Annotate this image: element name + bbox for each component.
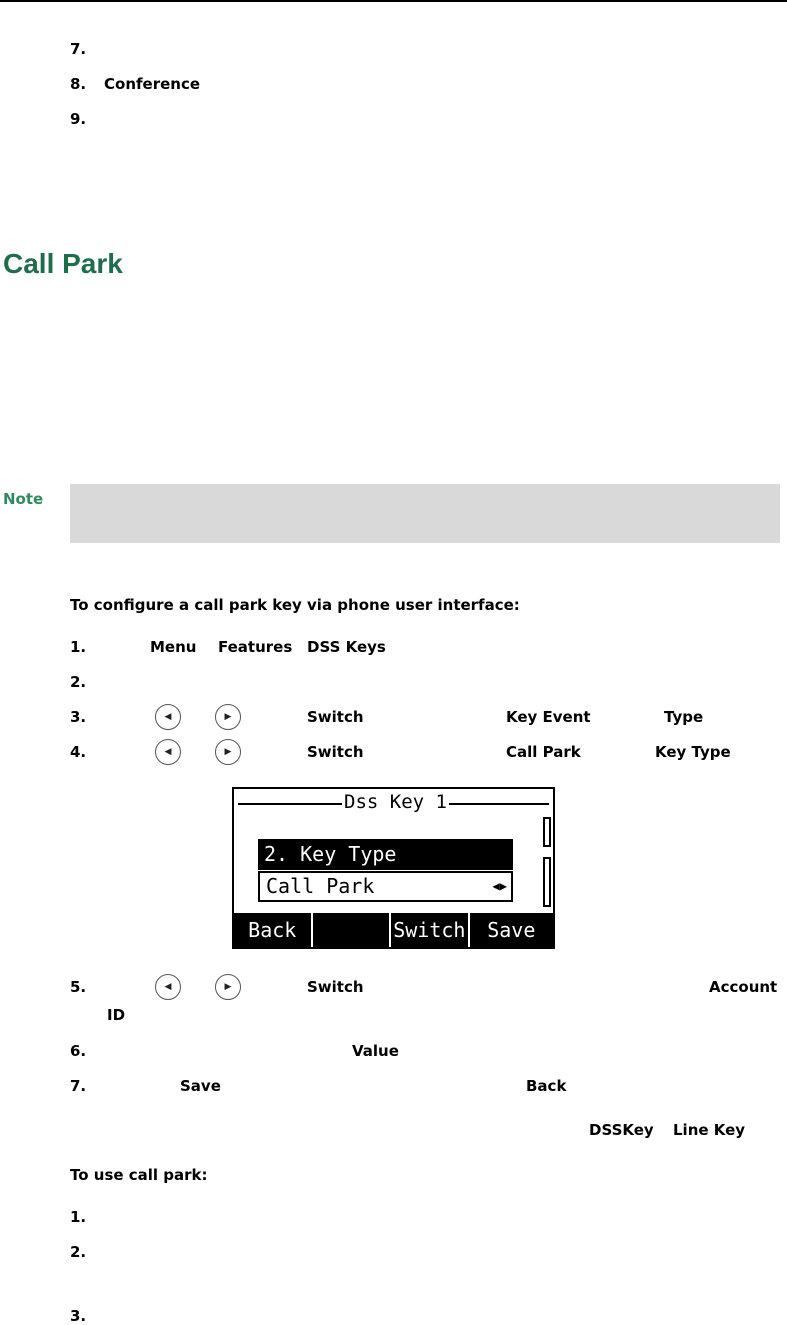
- scrollbar-thumb: [543, 817, 551, 847]
- step-number: 3.: [70, 708, 87, 726]
- lcd-softkey-bar: [234, 913, 553, 947]
- switch-label: Switch: [307, 708, 364, 726]
- nav-right-icon: ▶: [215, 974, 241, 1000]
- softkey-switch: Switch: [389, 913, 468, 947]
- step-number: 1.: [70, 638, 87, 656]
- list-number: 9.: [70, 110, 87, 128]
- softkey-back: Back: [248, 918, 297, 942]
- back-label: Back: [526, 1077, 567, 1095]
- softkey-save: Save: [468, 913, 553, 947]
- key-type-label: Key Type: [655, 743, 731, 761]
- list-number: 8.: [70, 75, 87, 93]
- line-key-label: Line Key: [673, 1121, 746, 1139]
- scrollbar-track: [543, 857, 551, 907]
- step-number: 4.: [70, 743, 87, 761]
- use-heading: To use call park:: [70, 1166, 208, 1184]
- phone-lcd-screen: [232, 787, 555, 949]
- nav-left-icon: ◀: [155, 974, 181, 1000]
- lcd-value-field: [258, 871, 513, 902]
- step-number: 7.: [70, 1077, 87, 1095]
- step-number: 2.: [70, 673, 87, 691]
- menu-label: Menu: [150, 638, 197, 656]
- softkey-empty: [311, 913, 390, 947]
- lcd-value-text: Call Park: [266, 874, 375, 898]
- list-item-conference: Conference: [104, 75, 201, 93]
- key-event-label: Key Event: [506, 708, 591, 726]
- lcd-scrollbar: [543, 817, 551, 907]
- nav-right-icon: ▶: [215, 739, 241, 765]
- note-label: Note: [3, 490, 44, 508]
- lcd-title: Dss Key 1: [344, 791, 447, 813]
- left-right-arrows-icon: ◀▶: [492, 879, 507, 893]
- step-number: 5.: [70, 978, 87, 996]
- lcd-selected-item: 2. Key Type: [258, 839, 513, 870]
- list-number: 7.: [70, 40, 87, 58]
- step-number: 2.: [70, 1243, 87, 1261]
- value-label: Value: [352, 1042, 399, 1060]
- switch-label: Switch: [307, 743, 364, 761]
- step-number: 3.: [70, 1307, 87, 1325]
- procedure-heading: To configure a call park key via phone user interface:: [70, 596, 520, 614]
- account-label: Account: [709, 978, 778, 996]
- dss-keys-label: DSS Keys: [307, 638, 386, 656]
- section-title: Call Park: [3, 248, 123, 279]
- nav-left-icon: ◀: [155, 704, 181, 730]
- type-label: Type: [664, 708, 704, 726]
- step-number: 6.: [70, 1042, 87, 1060]
- switch-label: Switch: [307, 978, 364, 996]
- save-label: Save: [180, 1077, 221, 1095]
- nav-left-icon: ◀: [155, 739, 181, 765]
- call-park-label: Call Park: [506, 743, 581, 761]
- note-box: [70, 484, 780, 543]
- page-top-rule: [0, 0, 787, 2]
- dsskey-label: DSSKey: [589, 1121, 654, 1139]
- id-label: ID: [107, 1006, 126, 1024]
- nav-right-icon: ▶: [215, 704, 241, 730]
- features-label: Features: [218, 638, 293, 656]
- step-number: 1.: [70, 1208, 87, 1226]
